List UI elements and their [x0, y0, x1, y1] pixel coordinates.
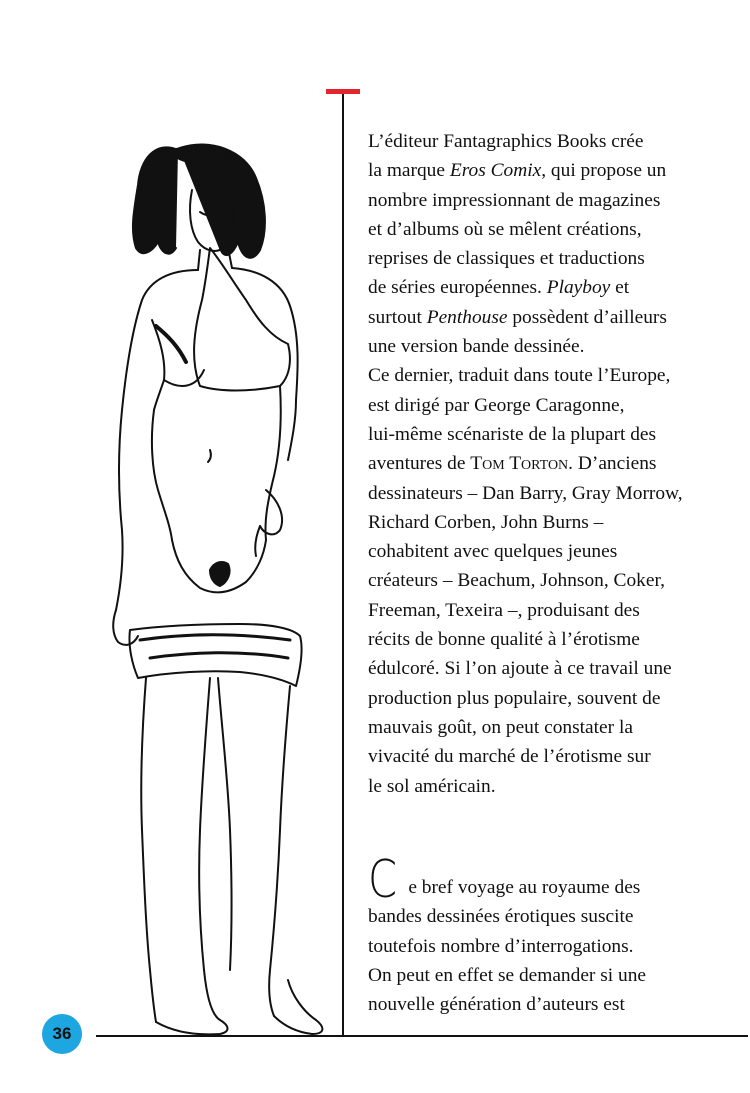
- text-line: reprises de classiques et traductions: [368, 248, 645, 270]
- text-line: nombre impressionnant de magazines: [368, 189, 661, 211]
- paragraph-1: [368, 127, 740, 801]
- text-line: cohabitent avec quelques jeunes: [368, 541, 618, 563]
- text-line: Ce bref voyage au royaume des: [368, 850, 641, 910]
- title-playboy: Playboy: [546, 277, 611, 299]
- figure-illustration: [60, 130, 330, 1040]
- text-line: vivacité du marché de l’érotisme sur: [368, 746, 651, 768]
- text-line: le sol américain.: [368, 775, 496, 797]
- text-line: lui-même scénariste de la plupart des: [368, 423, 657, 445]
- text-line: une version bande dessinée.: [368, 336, 585, 358]
- title-eros-comix: Eros Comix: [449, 160, 542, 182]
- text-line: de séries européennes. Playboy et: [368, 277, 630, 299]
- text-line: récits de bonne qualité à l’érotisme: [368, 629, 640, 651]
- text-line: Richard Corben, John Burns –: [368, 511, 604, 533]
- woman-line-drawing: [60, 130, 330, 1040]
- text-line: créateurs – Beachum, Johnson, Coker,: [368, 570, 666, 592]
- text-line: édulcoré. Si l’on ajoute à ce travail une: [368, 658, 672, 680]
- text-line: nouvelle génération d’auteurs est: [368, 994, 625, 1016]
- text-line: la marque Eros Comix, qui propose un: [368, 160, 667, 182]
- text-line: surtout Penthouse possèdent d’ailleurs: [368, 306, 667, 328]
- column-divider: [342, 94, 344, 1036]
- text-line: est dirigé par George Caragonne,: [368, 394, 625, 416]
- footer-rule: [96, 1035, 748, 1037]
- text-line: production plus populaire, souvent de: [368, 687, 661, 709]
- text-line: dessinateurs – Dan Barry, Gray Morrow,: [368, 482, 683, 504]
- text-line: mauvais goût, on peut constater la: [368, 716, 633, 738]
- page-number-badge: 36: [42, 1014, 82, 1054]
- text-line: et d’albums où se mêlent créations,: [368, 218, 642, 240]
- text-line: toutefois nombre d’interrogations.: [368, 935, 634, 957]
- drop-cap: C: [368, 850, 398, 910]
- title-tom-torton: Tom Torton: [470, 453, 569, 475]
- text-line: Ce dernier, traduit dans toute l’Europe,: [368, 365, 671, 387]
- paragraph-2: [368, 850, 740, 1019]
- title-penthouse: Penthouse: [426, 306, 508, 328]
- text-line: L’éditeur Fantagraphics Books crée: [368, 131, 644, 152]
- text-line: aventures de Tom Torton. D’anciens: [368, 453, 657, 475]
- text-line: On peut en effet se demander si une: [368, 964, 647, 986]
- text-line: Freeman, Texeira –, produisant des: [368, 599, 640, 621]
- text-line: bandes dessinées érotiques suscite: [368, 906, 634, 928]
